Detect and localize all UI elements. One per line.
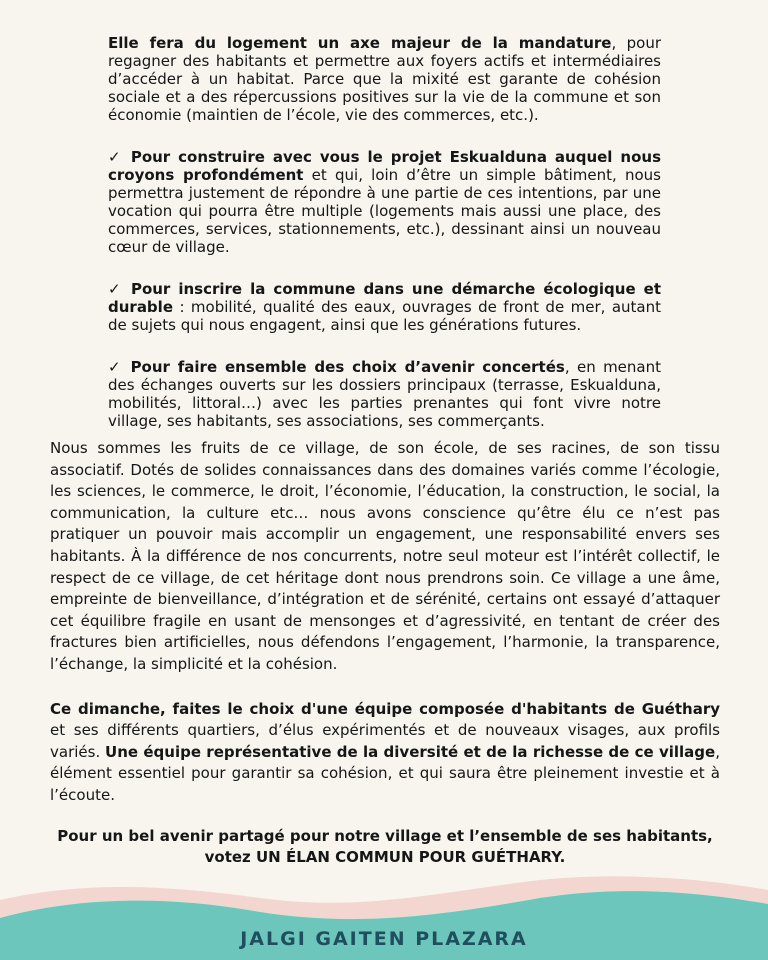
- ecology-heading: Pour inscrire la commune dans une démarche écologique et durable: [108, 280, 661, 316]
- paragraph-village-roots: Nous sommes les fruits de ce village, de son école, de ses racines, de son tissu associatif. Dotés de solides connaissances dans des domaines variés comme l’écologie, les sciences, le commerce, le droit, l’économie, l’éducation, la construction, le social, la communication, la culture etc… nous avons conscience qu’être élu ce n’est pas pratiquer un pouvoir mais accomplir un engagement, une responsabilité envers ses habitants. À la différence de nos concurrents, notre seul moteur est l’intérêt collectif, le respect de ce village, de cet héritage dont nous prendrons soin. Ce village a une âme, empreinte de bienveillance, d’intégration et de sérénité, certains ont essayé d’attaquer cet équilibre fragile en usant de mensonges et d’agressivité, en tentant de créer des fractures bien artificielles, nous défendons l’engagement, l’harmonie, la transparence, l’échange, la simplicité et la cohésion.: [50, 439, 720, 673]
- housing-heading: Elle fera du logement un axe majeur de la mandature: [108, 34, 612, 52]
- team-diversity-text: , élément essentiel pour garantir sa cohésion, et qui saura être pleinement investie et à l’écoute.: [50, 742, 720, 804]
- paragraph-sunday-choice: [50, 699, 720, 807]
- team-diversity-heading: Une équipe représentative de la diversité et de la richesse de ce village: [105, 742, 716, 761]
- paragraph-concerted-choices: [108, 358, 661, 430]
- paragraph-ecology: [108, 280, 661, 334]
- closing-line-2: votez UN ÉLAN COMMUN POUR GUÉTHARY.: [204, 848, 566, 866]
- concerted-choices-text: , en menant des échanges ouverts sur les dossiers principaux (terrasse, Eskualduna, mobilités, littoral…) avec les parties prenantes qui font vivre notre village, ses habitants, ses associations, ses commerçants.: [108, 358, 662, 430]
- check-icon: ✓: [108, 358, 131, 376]
- ecology-text: : mobilité, qualité des eaux, ouvrages de front de mer, autant de sujets qui nous engagent, ainsi que les générations futures.: [108, 298, 661, 334]
- sunday-choice-heading: Ce dimanche, faites le choix d'une équipe composée d'habitants de Guéthary: [50, 699, 720, 718]
- paragraph-housing: [108, 34, 661, 124]
- sunday-choice-text: et ses différents quartiers, d’élus expérimentés et de nouveaux visages, aux profils variés.: [50, 721, 720, 761]
- main-text-block: [50, 438, 720, 830]
- check-icon: ✓: [108, 280, 131, 298]
- check-icon: ✓: [108, 148, 131, 166]
- paragraph-eskualduna: [108, 148, 661, 256]
- housing-text: , pour regagner des habitants et permettre aux foyers actifs et intermédiaires d’accéder à un habitat. Parce que la mixité est garante de cohésion sociale et a des répercussions positives sur la vie de la commune et son économie (maintien de l’école, vie des commerces, etc.).: [108, 34, 661, 124]
- eskualduna-text: et qui, loin d’être un simple bâtiment, nous permettra justement de répondre à une partie de ces intentions, par une vocation qui pourra être multiple (logements mais aussi une place, des commerces, services, stationnements, etc.), dessinant ainsi un nouveau cœur de village.: [108, 166, 661, 256]
- eskualduna-heading: Pour construire avec vous le projet Eskualduna auquel nous croyons profondément: [108, 148, 661, 184]
- commitments-block: [108, 34, 661, 454]
- closing-line-1: Pour un bel avenir partagé pour notre village et l’ensemble de ses habitants,: [57, 827, 713, 845]
- footer-slogan: JALGI GAITEN PLAZARA: [240, 928, 528, 950]
- closing-statement: [50, 826, 720, 868]
- concerted-choices-heading: Pour faire ensemble des choix d’avenir concertés: [130, 358, 565, 376]
